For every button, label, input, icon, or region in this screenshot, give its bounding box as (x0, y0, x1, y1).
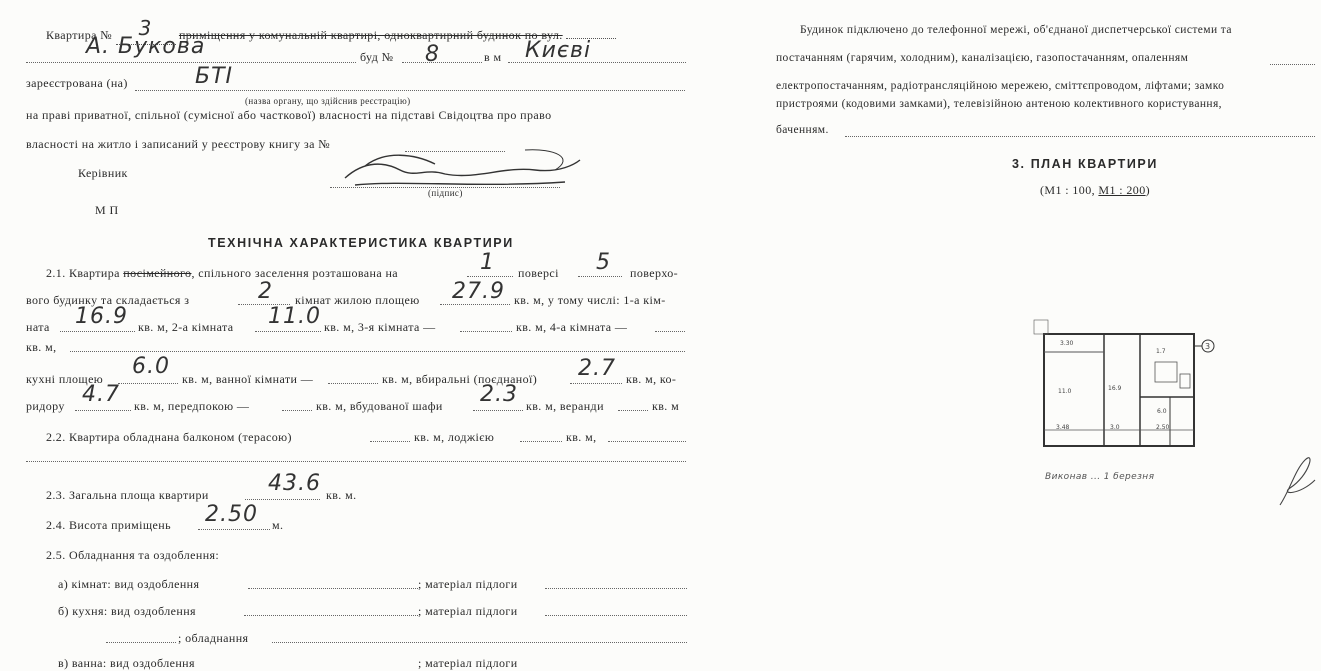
caption: (назва органу, що здійснив реєстрацію) (245, 96, 411, 106)
plan-note: Виконав ... 1 березня (1045, 472, 1155, 482)
label: кв. м, лоджією (414, 430, 495, 444)
label: ридору (26, 399, 65, 413)
label: ; матеріал підлоги (418, 604, 518, 618)
label: кв. м. (326, 488, 357, 502)
label: кв. м, (26, 340, 57, 354)
registration-org: БТІ (195, 64, 234, 89)
label: кв. м, веранди (526, 399, 604, 413)
apartment-number: 3 (138, 16, 153, 40)
corridor-value: 4.7 (82, 382, 120, 407)
plan-dim: 3.48 (1056, 424, 1070, 431)
label: кухні площею (26, 372, 104, 386)
label: електропостачанням, радіотрансляційною мережею, сміттєпроводом, ліфтами; замко (776, 80, 1225, 92)
total-area-value: 43.6 (268, 471, 321, 496)
room2-value: 11.0 (268, 304, 321, 329)
label: приміщення у комунальній квартирі, одноквартирний будинок по вул. (178, 28, 563, 42)
label: а) кімнат: вид оздоблення (58, 577, 200, 591)
label: Будинок підключено до телефонної мережі, об'єднаної диспетчерської системи та (800, 24, 1232, 36)
closet-value: 2.3 (480, 382, 518, 407)
floor-value: 1 (480, 250, 495, 275)
signature-image (1270, 450, 1320, 510)
section-title: ТЕХНІЧНА ХАРАКТЕРИСТИКА КВАРТИРИ (208, 236, 514, 250)
label: поверхо- (630, 266, 679, 280)
seal-label: М П (95, 203, 119, 217)
label: кв. м, вбудованої шафи (316, 399, 443, 413)
label: 2.5. Обладнання та оздоблення: (46, 548, 220, 562)
plan-dim: 2.50 (1156, 424, 1170, 431)
plan-title: 3. ПЛАН КВАРТИРИ (1012, 157, 1158, 171)
label: 2.3. Загальна площа квартири (46, 488, 209, 502)
label: ната (26, 320, 50, 334)
label: ; матеріал підлоги (418, 656, 518, 670)
label: м. (272, 518, 284, 532)
kitchen-value: 6.0 (132, 354, 170, 379)
rooms-value: 2 (258, 279, 273, 304)
label: кв. м, ко- (626, 372, 677, 386)
label: кв. м, ванної кімнати — (182, 372, 314, 386)
label: баченням. (776, 124, 829, 136)
floor-plan (1030, 312, 1230, 457)
label: ; матеріал підлоги (418, 577, 518, 591)
living-area-value: 27.9 (452, 279, 505, 304)
label: Керівник (78, 166, 128, 180)
label: буд № (360, 50, 394, 64)
label: б) кухня: вид оздоблення (58, 604, 196, 618)
label: зареєстрована (на) (26, 76, 128, 90)
label: в) ванна: вид оздоблення (58, 656, 195, 670)
label: ; обладнання (178, 631, 249, 645)
label: Квартира № (46, 28, 113, 42)
right-page (700, 0, 1321, 667)
label: кв. м, 2-а кімната (138, 320, 234, 334)
plan-dim: 3.0 (1110, 424, 1120, 431)
floors-total-value: 5 (596, 250, 611, 275)
label: 2.4. Висота приміщень (46, 518, 171, 532)
label: кв. м, 3-я кімната — (324, 320, 436, 334)
label: пристроями (кодовими замками), телевізійною антеною колективного користування, (776, 98, 1222, 110)
label: поверсі (518, 266, 559, 280)
label: в м (484, 50, 502, 64)
room1-value: 16.9 (75, 304, 128, 329)
plan-dim: 3.30 (1060, 340, 1074, 347)
plan-scale: (М1 : 100, М1 : 200) (1040, 183, 1151, 197)
street-name: А. Букова (86, 34, 206, 59)
label: кімнат жилою площею (295, 293, 420, 307)
label: кв. м, (566, 430, 597, 444)
line-building (360, 50, 393, 65)
label: 2.2. Квартира обладнана балконом (терасою) (46, 430, 292, 444)
label: постачанням (гарячим, холодним), каналізацією, газопостачанням, опаленням (776, 52, 1189, 64)
label: кв. м (652, 399, 680, 413)
label: кв. м, у тому числі: 1-а кім- (514, 293, 666, 307)
plan-marker: 3 (1205, 342, 1211, 351)
label: власності на житло і записаний у реєстрову книгу за № (26, 137, 331, 151)
label: на праві приватної, спільної (сумісної або часткової) власності на підставі Свідоцтва про право (26, 108, 552, 122)
label: кв. м, 4-а кімната — (516, 320, 628, 334)
city-name: Києві (525, 38, 592, 63)
plan-room-label: 11.0 (1058, 388, 1072, 395)
height-value: 2.50 (205, 502, 258, 527)
bath-wc-value: 2.7 (578, 356, 616, 381)
label: кв. м, передпокою — (134, 399, 250, 413)
label: кв. м, вбиральні (поєднаної) (382, 372, 538, 386)
label: вого будинку та складається з (26, 293, 190, 307)
plan-room-label: 16.9 (1108, 385, 1122, 392)
plan-room-label: 6.0 (1157, 408, 1167, 415)
caption: (підпис) (428, 188, 463, 198)
label: 2.1. Квартира посімейного, спільного заселення розташована на (46, 266, 399, 280)
plan-dim: 1.7 (1156, 348, 1166, 355)
building-number: 8 (425, 42, 440, 67)
